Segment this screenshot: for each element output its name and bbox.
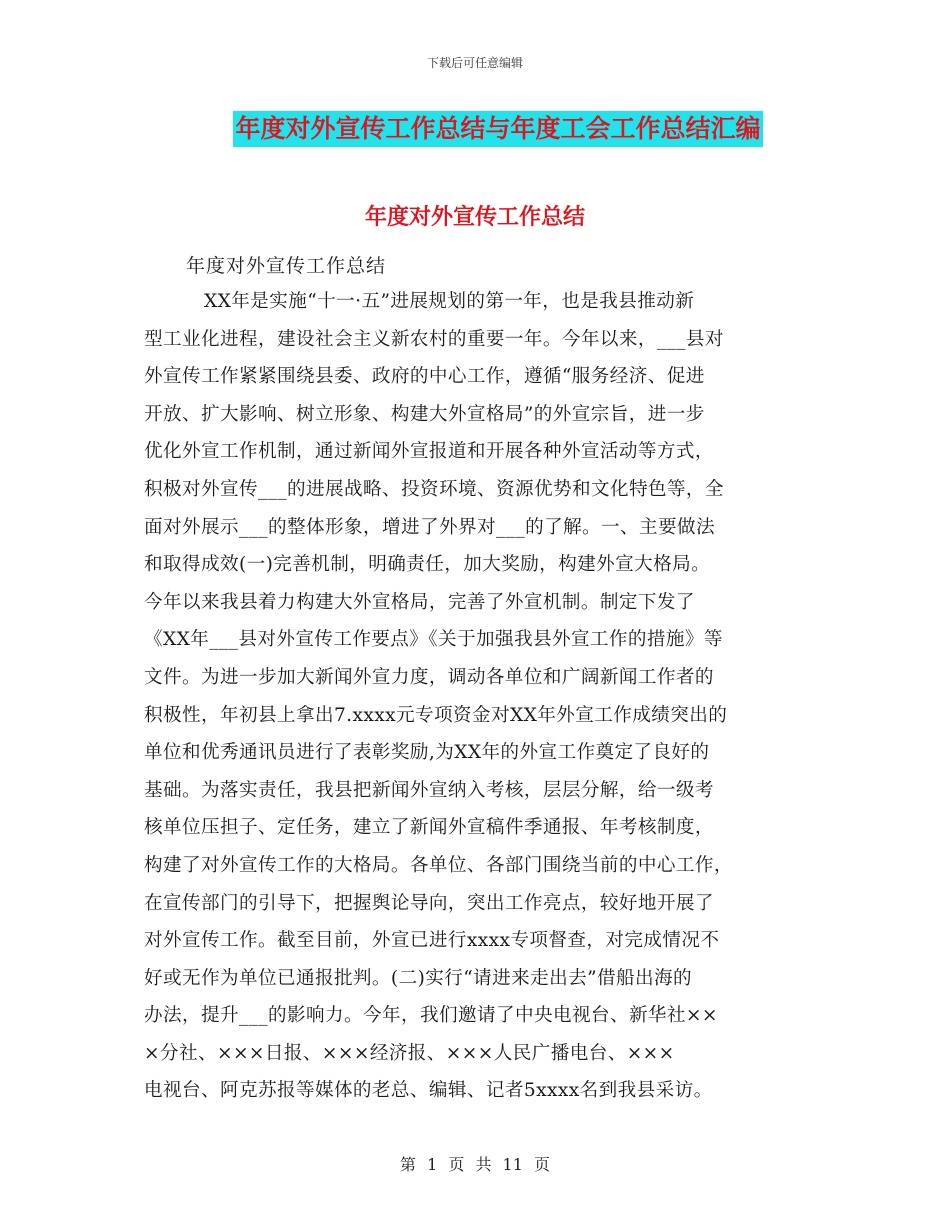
header-note: 下载后可任意编辑 (426, 56, 523, 70)
body-line: 基础。为落实责任，我县把新闻外宣纳入考核，层层分解，给一级考 (144, 779, 714, 801)
body-line: 构建了对外宣传工作的大格局。各单位、各部门围绕当前的中心工作， (144, 854, 733, 876)
body-line: 电视台、阿克苏报等媒体的老总、编辑、记者5xxxx名到我县采访。 (144, 1080, 713, 1102)
body-line: 型工业化进程，建设社会主义新农村的重要一年。今年以来，___县对 (144, 328, 724, 350)
body-text (144, 283, 810, 1110)
main-title-container (0, 111, 950, 147)
body-line: 面对外展示___的整体形象，增进了外界对___的了解。一、主要做法 (144, 516, 716, 538)
body-line: ×分社、×××日报、×××经济报、×××人民广播电台、××× (144, 1042, 675, 1064)
body-line: 开放、扩大影响、树立形象、构建大外宣格局”的外宣宗旨，进一步 (144, 403, 705, 425)
section-title: 年度对外宣传工作总结 (364, 205, 585, 230)
body-line: 积极对外宣传___的进展战略、投资环境、资源优势和文化特色等，全 (144, 478, 724, 500)
body-line: XX年是实施“十一·五”进展规划的第一年，也是我县推动新 (204, 291, 695, 312)
main-title: 年度对外宣传工作总结与年度工会工作总结汇编 (233, 111, 762, 147)
subheading: 年度对外宣传工作总结 (186, 255, 387, 277)
body-line: 外宣传工作紧紧围绕县委、政府的中心工作，遵循“服务经济、促进 (144, 366, 705, 388)
body-line: 和取得成效(一)完善机制，明确责任，加大奖励，构建外宣大格局。 (144, 554, 711, 576)
body-line: 积极性，年初县上拿出7.xxxx元专项资金对XX年外宣工作成绩突出的 (144, 704, 728, 726)
body-line: 文件。为进一步加大新闻外宣力度，调动各单位和广阔新闻工作者的 (144, 666, 714, 688)
body-line: 《XX年___县对外宣传工作要点》《关于加强我县外宣工作的措施》等 (144, 629, 723, 651)
body-line: 优化外宣工作机制，通过新闻外宣报道和开展各种外宣活动等方式， (144, 441, 714, 463)
page-number-footer: 第 1 页 共 11 页 (400, 1155, 550, 1174)
body-line: 办法，提升___的影响力。今年，我们邀请了中央电视台、新华社×× (144, 1005, 718, 1027)
body-line: 对外宣传工作。截至目前，外宣已进行xxxx专项督查，对完成情况不 (144, 930, 720, 952)
body-line: 单位和优秀通讯员进行了表彰奖励,为XX年的外宣工作奠定了良好的 (144, 742, 710, 764)
body-line: 在宣传部门的引导下，把握舆论导向，突出工作亮点，较好地开展了 (144, 892, 714, 914)
body-line: 核单位压担子、定任务，建立了新闻外宣稿件季通报、年考核制度， (144, 817, 714, 839)
body-line: 好或无作为单位已通报批判。(二)实行“请进来走出去”借船出海的 (144, 967, 692, 989)
body-line: 今年以来我县着力构建大外宣格局，完善了外宣机制。制定下发了 (144, 591, 695, 613)
